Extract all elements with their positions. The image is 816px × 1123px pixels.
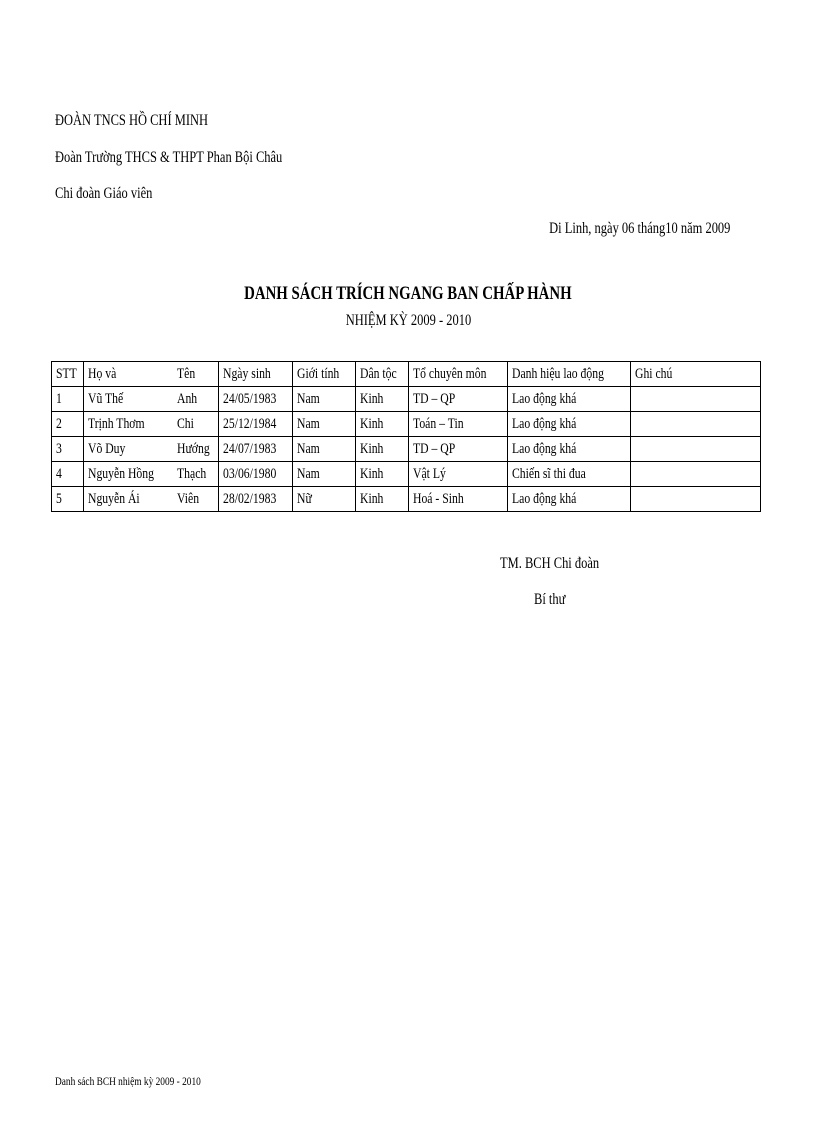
table-row bbox=[52, 462, 761, 487]
header-danh-hieu: Danh hiệu lao động bbox=[507, 362, 630, 387]
cell-dan-toc: Kinh bbox=[355, 462, 408, 487]
header-stt: STT bbox=[52, 362, 84, 387]
branch-name: Chi đoàn Giáo viên bbox=[55, 185, 153, 202]
footer-note: Danh sách BCH nhiệm kỳ 2009 - 2010 bbox=[55, 1074, 201, 1088]
cell-danh-hieu: Lao động khá bbox=[507, 437, 630, 462]
cell-danh-hieu: Chiến sĩ thi đua bbox=[507, 462, 630, 487]
header-to-chuyen-mon: Tổ chuyên môn bbox=[408, 362, 507, 387]
school-union-name: Đoàn Trường THCS & THPT Phan Bội Châu bbox=[55, 149, 283, 166]
cell-to-chuyen-mon: Toán – Tin bbox=[408, 412, 507, 437]
table-row bbox=[52, 387, 761, 412]
cell-ho-va: Nguyễn Hồng bbox=[84, 462, 173, 487]
cell-ho-va: Vũ Thế bbox=[84, 387, 173, 412]
cell-danh-hieu: Lao động khá bbox=[507, 487, 630, 512]
cell-danh-hieu: Lao động khá bbox=[507, 387, 630, 412]
cell-gioi-tinh: Nam bbox=[292, 412, 355, 437]
header-ho-va: Họ và bbox=[84, 362, 173, 387]
cell-stt: 5 bbox=[52, 487, 84, 512]
cell-dan-toc: Kinh bbox=[355, 437, 408, 462]
cell-ten: Viên bbox=[173, 487, 219, 512]
table-header-row bbox=[52, 362, 761, 387]
cell-ten: Hướng bbox=[173, 437, 219, 462]
table-row bbox=[52, 412, 761, 437]
cell-ngay-sinh: 28/02/1983 bbox=[219, 487, 292, 512]
cell-gioi-tinh: Nam bbox=[292, 462, 355, 487]
cell-ghi-chu bbox=[630, 487, 760, 512]
cell-to-chuyen-mon: TD – QP bbox=[408, 387, 507, 412]
header-ghi-chu: Ghi chú bbox=[630, 362, 760, 387]
place-date: Di Linh, ngày 06 tháng10 năm 2009 bbox=[548, 220, 730, 237]
cell-ghi-chu bbox=[630, 387, 760, 412]
table-row bbox=[52, 437, 761, 462]
cell-dan-toc: Kinh bbox=[355, 487, 408, 512]
cell-danh-hieu: Lao động khá bbox=[507, 412, 630, 437]
cell-ho-va: Trịnh Thơm bbox=[84, 412, 173, 437]
table-row bbox=[52, 487, 761, 512]
header-ten: Tên bbox=[173, 362, 219, 387]
cell-dan-toc: Kinh bbox=[355, 412, 408, 437]
cell-ten: Thạch bbox=[173, 462, 219, 487]
cell-gioi-tinh: Nam bbox=[292, 437, 355, 462]
header-dan-toc: Dân tộc bbox=[355, 362, 408, 387]
cell-ten: Chi bbox=[173, 412, 219, 437]
cell-to-chuyen-mon: TD – QP bbox=[408, 437, 507, 462]
org-name: ĐOÀN TNCS HỒ CHÍ MINH bbox=[55, 112, 209, 129]
cell-ho-va: Nguyễn Ái bbox=[84, 487, 173, 512]
cell-ghi-chu bbox=[630, 412, 760, 437]
cell-ten: Anh bbox=[173, 387, 219, 412]
signature-role: Bí thư bbox=[534, 591, 566, 608]
cell-dan-toc: Kinh bbox=[355, 387, 408, 412]
cell-gioi-tinh: Nữ bbox=[292, 487, 355, 512]
cell-ghi-chu bbox=[630, 462, 760, 487]
cell-gioi-tinh: Nam bbox=[292, 387, 355, 412]
header-ngay-sinh: Ngày sinh bbox=[219, 362, 292, 387]
cell-ngay-sinh: 03/06/1980 bbox=[219, 462, 292, 487]
document-subtitle: NHIỆM KỲ 2009 - 2010 bbox=[345, 312, 471, 329]
cell-ho-va: Võ Duy bbox=[84, 437, 173, 462]
header-gioi-tinh: Giới tính bbox=[292, 362, 355, 387]
cell-ngay-sinh: 24/05/1983 bbox=[219, 387, 292, 412]
member-table bbox=[51, 361, 761, 512]
cell-stt: 1 bbox=[52, 387, 84, 412]
cell-ngay-sinh: 24/07/1983 bbox=[219, 437, 292, 462]
cell-stt: 4 bbox=[52, 462, 84, 487]
cell-stt: 3 bbox=[52, 437, 84, 462]
cell-stt: 2 bbox=[52, 412, 84, 437]
signature-title: TM. BCH Chi đoàn bbox=[500, 555, 600, 572]
cell-ghi-chu bbox=[630, 437, 760, 462]
cell-ngay-sinh: 25/12/1984 bbox=[219, 412, 292, 437]
document-title: DANH SÁCH TRÍCH NGANG BAN CHẤP HÀNH bbox=[244, 283, 572, 304]
cell-to-chuyen-mon: Vật Lý bbox=[408, 462, 507, 487]
cell-to-chuyen-mon: Hoá - Sinh bbox=[408, 487, 507, 512]
